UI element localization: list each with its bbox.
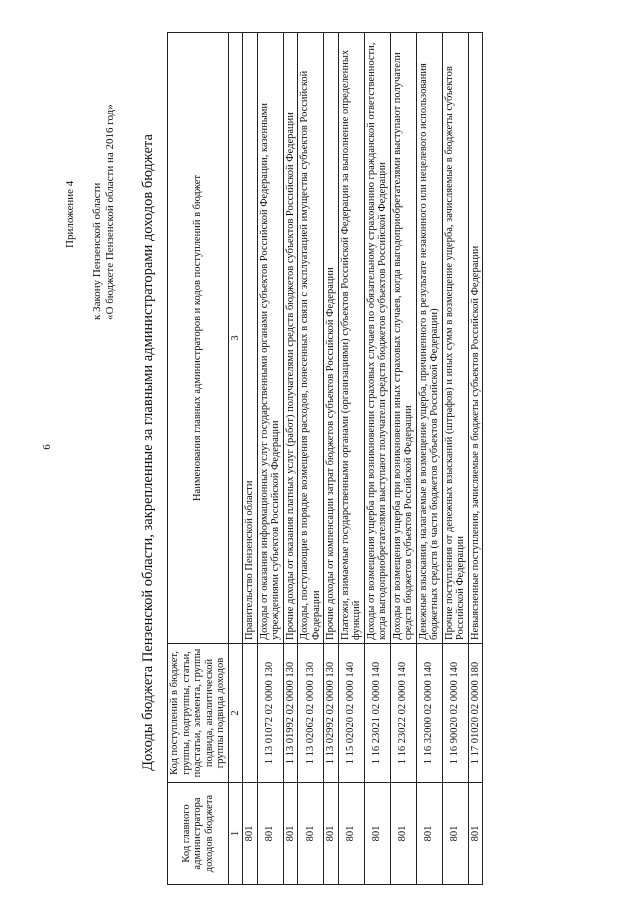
column-number-2: 2 (228, 644, 243, 783)
income-name-cell: Прочие поступления от денежных взысканий (штрафов) и иных сумм в возмещение ущерба, зачисляемые в бюджеты субъектов Российской Федерации (442, 33, 468, 644)
table-row (298, 33, 324, 885)
income-name-cell: Доходы от возмещения ущерба при возникновении иных страховых случаев, когда выгодоприобретателями выступают получатели средств бюджетов субъектов Российской Федерации (390, 33, 416, 644)
income-code-cell: 1 16 23021 02 0000 140 (364, 644, 390, 783)
admin-code-cell: 801 (243, 783, 258, 885)
income-code-cell: 1 15 02020 02 0000 140 (338, 644, 364, 783)
annex-block (64, 20, 117, 320)
admin-code-cell: 801 (338, 783, 364, 885)
income-name-cell: Денежные взыскания, налагаемые в возмещение ущерба, причиненного в результате незаконного или нецелевого использования бюджетных средств (в части бюджетов субъектов Российской Федерации) (416, 33, 442, 644)
income-name-cell: Доходы от оказания информационных услуг государственными органами субъектов Российской Федерации, казенными учреждениями субъектов Российской Федерации (257, 33, 283, 644)
income-code-cell (243, 644, 258, 783)
annex-title: Приложение 4 (64, 180, 76, 248)
income-code-cell: 1 13 02992 02 0000 130 (324, 644, 339, 783)
column-number-1: 1 (228, 783, 243, 885)
table-row (364, 33, 390, 885)
admin-code-cell: 801 (257, 783, 283, 885)
admin-code-cell: 801 (298, 783, 324, 885)
admin-code-cell: 801 (442, 783, 468, 885)
page-number: 6 (40, 444, 53, 450)
admin-code-cell: 801 (283, 783, 298, 885)
column-number-3: 3 (228, 33, 243, 644)
table-row (243, 33, 258, 885)
table-row (442, 33, 468, 885)
income-code-cell: 1 16 32000 02 0000 140 (416, 644, 442, 783)
header-name: Наименования главных администраторов и кодов поступлений в бюджет (168, 33, 229, 644)
income-name-cell: Правительство Пензенской области (243, 33, 258, 644)
income-name-cell: Платежи, взимаемые государственными органами (организациями) субъектов Российской Федерации за выполнение определенных функций (338, 33, 364, 644)
income-code-cell: 1 13 01072 02 0000 130 (257, 644, 283, 783)
income-code-cell: 1 16 90020 02 0000 140 (442, 644, 468, 783)
table-row (338, 33, 364, 885)
income-code-cell: 1 13 01992 02 0000 130 (283, 644, 298, 783)
table-header-row (168, 33, 229, 885)
header-income-code: Код поступлений в бюджет, группы, подгруппы, статьи, подстатьи, элемента, группы подвида, аналитической группы подвида доходов (168, 644, 229, 783)
income-table (167, 32, 483, 885)
income-code-cell: 1 17 01020 02 0000 180 (468, 644, 483, 783)
admin-code-cell: 801 (416, 783, 442, 885)
income-name-cell: Прочие доходы от оказания платных услуг (работ) получателями средств бюджетов субъектов Российской Федерации (283, 33, 298, 644)
column-number-row (228, 33, 243, 885)
income-name-cell: Невыясненные поступления, зачисляемые в бюджеты субъектов Российской Федерации (468, 33, 483, 644)
table-row (468, 33, 483, 885)
income-code-cell: 1 16 23022 02 0000 140 (390, 644, 416, 783)
admin-code-cell: 801 (324, 783, 339, 885)
admin-code-cell: 801 (364, 783, 390, 885)
annex-line-2: «О бюджете Пензенской области на 2016 год» (104, 104, 116, 320)
table-row (390, 33, 416, 885)
annex-line-1: к Закону Пензенской области (91, 182, 103, 320)
table-row (324, 33, 339, 885)
income-name-cell: Доходы от возмещения ущерба при возникновении страховых случаев по обязательному страхованию гражданской ответственности, когда выгодоприобретателями выступают получатели средств бюджетов субъектов Российской Федерации (364, 33, 390, 644)
income-name-cell: Доходы, поступающие в порядке возмещения расходов, понесенных в связи с эксплуатацией имущества субъектов Российской Федерации (298, 33, 324, 644)
header-admin-code: Код главного администратора доходов бюджета (168, 783, 229, 885)
table-row (416, 33, 442, 885)
table-row (257, 33, 283, 885)
admin-code-cell: 801 (390, 783, 416, 885)
table-row (283, 33, 298, 885)
income-name-cell: Прочие доходы от компенсации затрат бюджетов субъектов Российской Федерации (324, 33, 339, 644)
income-code-cell: 1 13 02062 02 0000 130 (298, 644, 324, 783)
document-title: Доходы бюджета Пензенской области, закрепленные за главными администраторами доходов бюджета (140, 134, 156, 771)
admin-code-cell: 801 (468, 783, 483, 885)
